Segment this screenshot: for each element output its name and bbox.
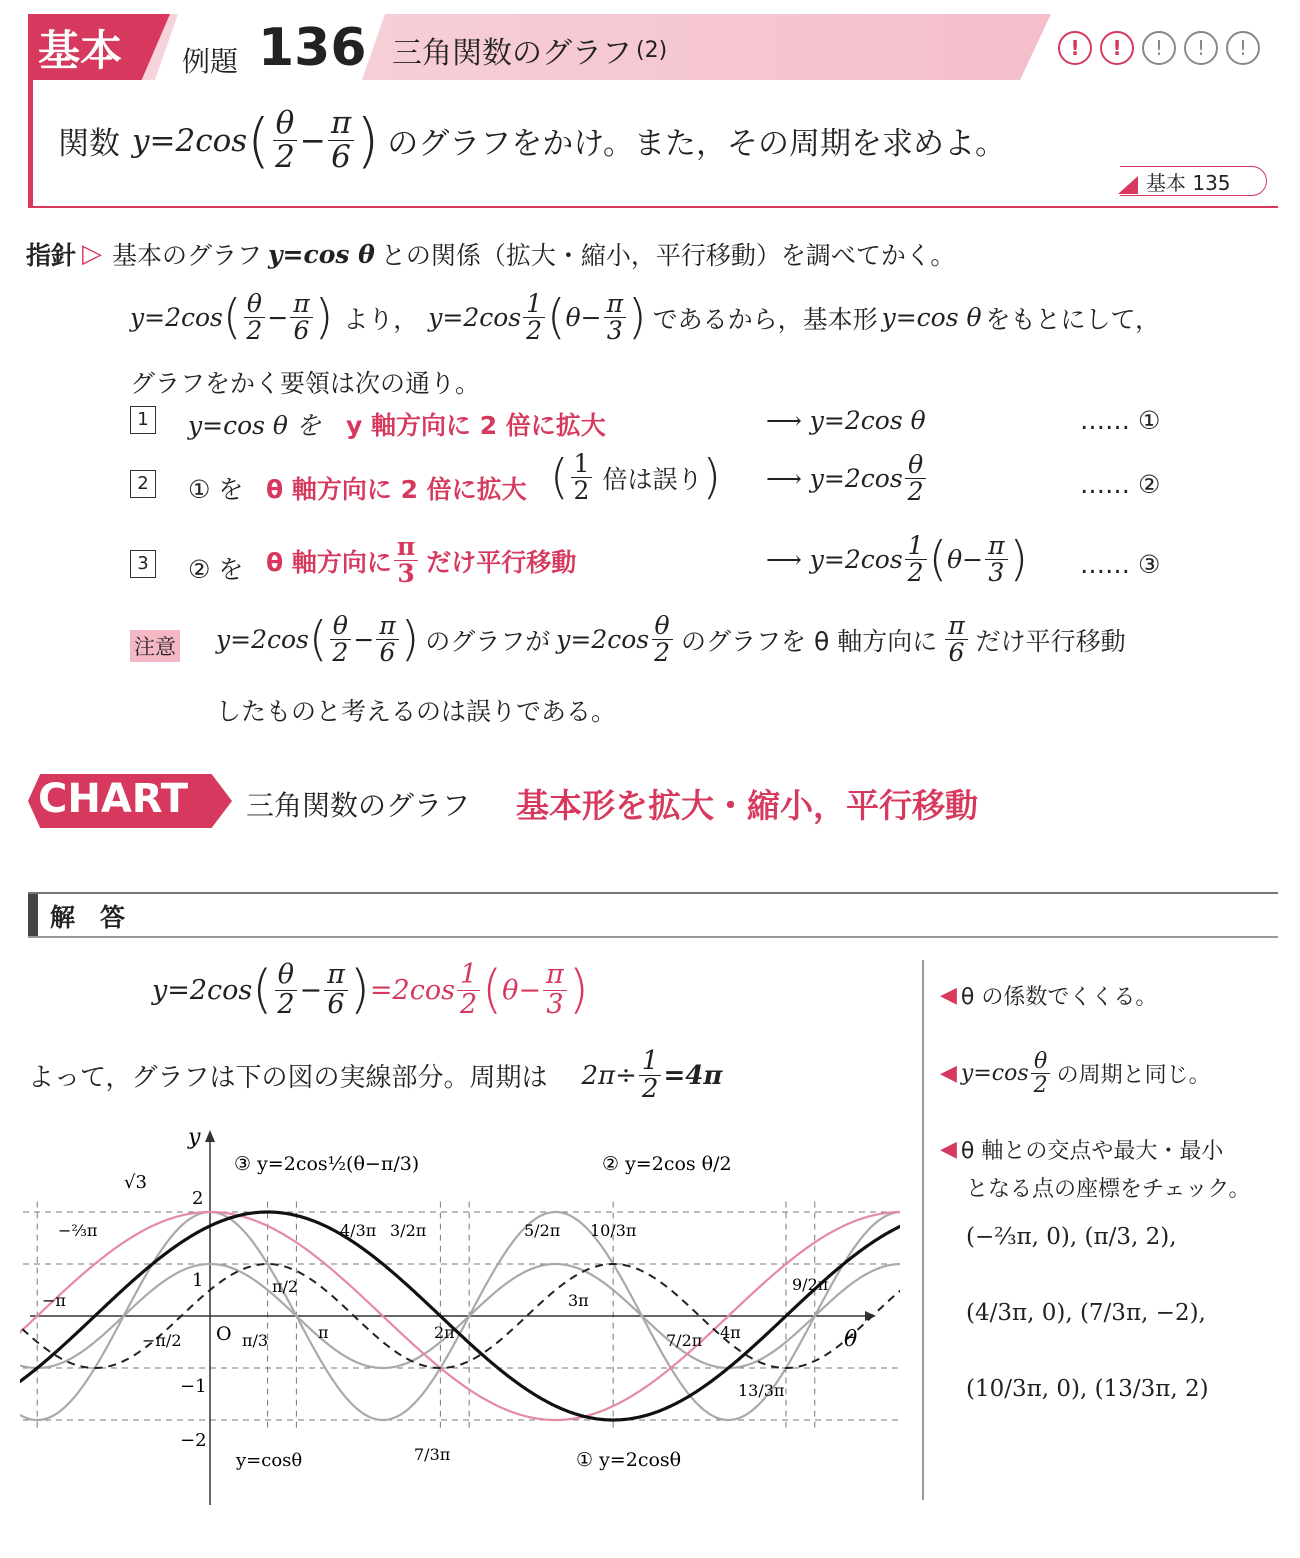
step-3: 3 ② を θ 軸方向に $\frac{\pi}{3}$ だけ平行移動 ⟶ y=2cos $\frac{1}{2}$ ( θ− $\frac{\pi}{3}$ ) …… ③ — [130, 530, 1270, 600]
difficulty-icon: ! — [1142, 31, 1176, 65]
problem-statement: 関数 y=2cos ( $\frac{\theta}{2}$ − $\frac{\pi}{6}$ ) のグラフをかけ。また，その周期を求めよ。 — [58, 105, 1006, 175]
side-points-3: (10/3π, 0), (13/3π, 2) — [966, 1376, 1209, 1402]
tick-3pi: 3π — [568, 1291, 589, 1310]
side-arrow-icon: ◀ — [940, 983, 957, 1008]
side-arrow-icon: ◀ — [940, 1137, 957, 1162]
curve-label-3: ③ y=2cos½(θ−π/3) — [234, 1153, 420, 1175]
curve-label-2: ② y=2cos θ/2 — [602, 1153, 732, 1175]
step-2: 2 ① を θ 軸方向に 2 倍に拡大 ( $\frac{1}{2}$ 倍は誤り ) ⟶ y=2cos $\frac{\theta}{2}$ …… ② — [130, 450, 1270, 520]
hint-text: 基本のグラフ — [112, 241, 263, 270]
answer-label: 解 答 — [50, 903, 126, 932]
tick-pi: π — [318, 1323, 329, 1342]
header-title-group — [392, 28, 667, 72]
axis-label-theta: θ — [844, 1327, 858, 1352]
side-note-3b: となる点の座標をチェック。 — [966, 1177, 1251, 1202]
hint-math: y=cos θ — [268, 239, 375, 269]
tick-9-2pi: 9/2π — [792, 1275, 829, 1294]
tick-y-1: 1 — [192, 1270, 204, 1291]
tick-4-3pi: 4/3π — [340, 1221, 377, 1240]
frac-theta-2: $\frac{\theta}{2}$ — [272, 107, 298, 173]
answer-rule-top — [28, 892, 1278, 894]
header-title: 三角関数のグラフ — [392, 36, 632, 71]
side-divider — [922, 960, 924, 1500]
tick-pi3: π/3 — [242, 1331, 269, 1350]
tick-pi2: π/2 — [272, 1277, 299, 1296]
note-label: 注意 — [130, 630, 180, 662]
difficulty-icon: ! — [1184, 31, 1218, 65]
tick-sqrt3: √3 — [124, 1172, 147, 1193]
tick-y-m1: −1 — [180, 1376, 207, 1397]
problem-suffix: のグラフをかけ。また，その周期を求めよ。 — [387, 126, 1006, 162]
answer-rule-bottom — [28, 936, 1278, 938]
tick-m2-3pi: −⅔π — [58, 1221, 98, 1240]
origin-label: O — [216, 1323, 232, 1345]
tick-10-3pi: 10/3π — [590, 1221, 637, 1240]
difficulty-icon: ! — [1226, 31, 1260, 65]
hint-line-1 — [26, 236, 955, 272]
tick-2pi: 2π — [434, 1323, 455, 1342]
y-axis-arrow-icon — [205, 1130, 215, 1142]
difficulty-marks — [1058, 31, 1260, 65]
curve-label-1: ① y=2cosθ — [576, 1449, 682, 1471]
theta-axis-arrow-icon — [865, 1311, 876, 1321]
header-label: 例題 — [182, 45, 239, 78]
tick-3-2pi: 3/2π — [390, 1221, 427, 1240]
chart-badge-text: CHART — [38, 776, 189, 822]
step-1: 1 y=cos θ を y 軸方向に 2 倍に拡大 ⟶ y=2cos θ …… ① — [130, 404, 1270, 444]
side-note-1: ◀ θ の係数でくくる。 — [940, 983, 1158, 1010]
tick-13-3pi: 13/3π — [738, 1381, 785, 1400]
side-note-3: ◀ θ 軸との交点や最大・最小 — [940, 1137, 1224, 1164]
tick-7-2pi: 7/2π — [666, 1331, 703, 1350]
note-line-1: y=2cos ( $\frac{\theta}{2}$ − $\frac{\pi}{6}$ ) のグラフが y=2cos $\frac{\theta}{2}$ のグラフを θ 軸方向に $\frac{\pi}{6}$ だけ平行移動 — [216, 610, 1126, 667]
problem-prefix: 関数 — [58, 126, 120, 162]
trig-graph — [20, 1120, 900, 1520]
tick-mpi2: −π/2 — [142, 1331, 182, 1350]
header-title-sub: (2) — [636, 37, 668, 63]
hint-line-3: グラフをかく要領は次の通り。 — [130, 369, 481, 398]
curve-label-0: y=cosθ — [236, 1450, 303, 1471]
chart-text: 三角関数のグラフ — [246, 789, 471, 822]
difficulty-icon: ! — [1100, 31, 1134, 65]
tick-4pi: 4π — [720, 1323, 741, 1342]
difficulty-icon: ! — [1058, 31, 1092, 65]
answer-bar — [28, 894, 38, 936]
note-line-2: したものと考えるのは誤りである。 — [216, 697, 617, 726]
tick-mpi: −π — [42, 1291, 66, 1310]
problem-fx: y=2cos — [132, 122, 248, 159]
side-points-1: (−⅔π, 0), (π/3, 2), — [966, 1224, 1177, 1250]
axis-label-y: y — [188, 1125, 201, 1150]
header-tag-text: 基本 — [38, 26, 123, 75]
hint-arrow-icon: ▷ — [82, 239, 103, 269]
tick-y-2: 2 — [192, 1188, 204, 1209]
side-arrow-icon: ◀ — [940, 1061, 957, 1087]
hint-label: 指針 — [26, 241, 77, 270]
side-note-2: ◀ y=cos $\frac{\theta}{2}$ の周期と同じ。 — [940, 1049, 1211, 1099]
chart-emph: 基本形を拡大・縮小，平行移動 — [516, 786, 978, 825]
tick-7-3pi: 7/3π — [414, 1445, 451, 1464]
tick-5-2pi: 5/2π — [524, 1221, 561, 1240]
tick-y-m2: −2 — [180, 1430, 207, 1451]
period-line: よって，グラフは下の図の実線部分。周期は 2π÷ $\frac{1}{2}$ =4π — [28, 1046, 723, 1105]
answer-equation: y=2cos ( $\frac{\theta}{2}$ − $\frac{\pi}{6}$ ) =2cos $\frac{1}{2}$ ( θ− $\frac{\pi}{3}$ ) — [152, 959, 589, 1020]
hint-text: との関係（拡大・縮小，平行移動）を調べてかく。 — [380, 241, 956, 270]
minus: − — [299, 122, 326, 159]
frac-pi-6: $\frac{\pi}{6}$ — [328, 107, 354, 173]
hint-line-2: y=2cos ( $\frac{\theta}{2}$ − $\frac{\pi}{6}$ ) より， y=2cos $\frac{1}{2}$ ( θ− $\frac{\pi}{3}$ ) であるから，基本形 y=cos θ をもとにして， — [130, 288, 1161, 345]
side-points-2: (4/3π, 0), (7/3π, −2), — [966, 1300, 1206, 1326]
header-number: 136 — [258, 18, 367, 78]
ref-text[interactable]: 基本 135 — [1146, 171, 1231, 195]
ref-arrow-icon — [1118, 176, 1138, 194]
